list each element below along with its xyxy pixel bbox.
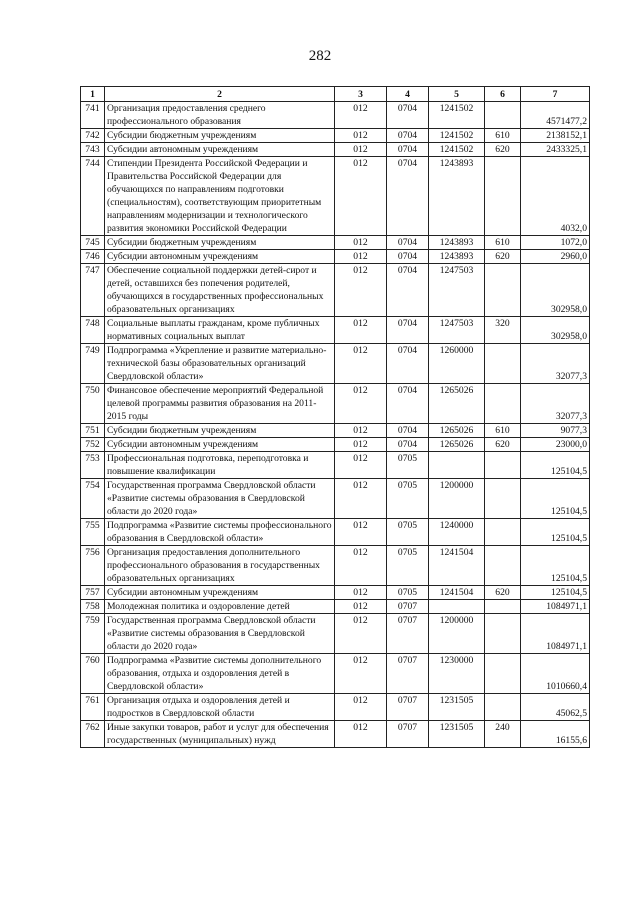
amount-cell: 125104,5 bbox=[521, 546, 590, 586]
expense-type-cell bbox=[485, 344, 521, 384]
section-code-cell: 0704 bbox=[387, 424, 429, 438]
admin-code-cell: 012 bbox=[335, 479, 387, 519]
amount-cell: 32077,3 bbox=[521, 344, 590, 384]
section-code-cell: 0707 bbox=[387, 721, 429, 748]
section-code-cell: 0707 bbox=[387, 600, 429, 614]
amount-cell: 1084971,1 bbox=[521, 614, 590, 654]
target-article-cell: 1243893 bbox=[429, 250, 485, 264]
section-code-cell: 0704 bbox=[387, 236, 429, 250]
expense-type-cell bbox=[485, 694, 521, 721]
expense-type-cell: 620 bbox=[485, 143, 521, 157]
item-name-cell: Стипендии Президента Российской Федерации и Правительства Российской Федерации для обучающихся по направлениям подготовки (специальностям), соответствующим приоритетным направлениям модернизации и технологического развития экономики Российской Федерации bbox=[105, 157, 335, 236]
amount-cell: 125104,5 bbox=[521, 586, 590, 600]
item-name-cell: Молодежная политика и оздоровление детей bbox=[105, 600, 335, 614]
row-number-cell: 743 bbox=[81, 143, 105, 157]
item-name-cell: Организация предоставления дополнительного профессионального образования в государственных образовательных организациях bbox=[105, 546, 335, 586]
expense-type-cell: 620 bbox=[485, 250, 521, 264]
table-row bbox=[81, 344, 590, 384]
expense-type-cell bbox=[485, 384, 521, 424]
admin-code-cell: 012 bbox=[335, 452, 387, 479]
admin-code-cell: 012 bbox=[335, 157, 387, 236]
admin-code-cell: 012 bbox=[335, 721, 387, 748]
section-code-cell: 0704 bbox=[387, 143, 429, 157]
expense-type-cell: 240 bbox=[485, 721, 521, 748]
target-article-cell: 1265026 bbox=[429, 424, 485, 438]
row-number-cell: 741 bbox=[81, 102, 105, 129]
page-number: 282 bbox=[308, 48, 332, 64]
amount-cell: 2960,0 bbox=[521, 250, 590, 264]
target-article-cell: 1241504 bbox=[429, 546, 485, 586]
table-row bbox=[81, 143, 590, 157]
item-name-cell: Субсидии автономным учреждениям bbox=[105, 438, 335, 452]
target-article-cell: 1247503 bbox=[429, 317, 485, 344]
item-name-cell: Субсидии автономным учреждениям bbox=[105, 586, 335, 600]
expense-type-cell: 620 bbox=[485, 586, 521, 600]
item-name-cell: Субсидии автономным учреждениям bbox=[105, 250, 335, 264]
table-row bbox=[81, 586, 590, 600]
row-number-cell: 748 bbox=[81, 317, 105, 344]
item-name-cell: Государственная программа Свердловской области «Развитие системы образования в Свердловской области до 2020 года» bbox=[105, 614, 335, 654]
item-name-cell: Субсидии автономным учреждениям bbox=[105, 143, 335, 157]
target-article-cell: 1240000 bbox=[429, 519, 485, 546]
table-row bbox=[81, 694, 590, 721]
column-header: 4 bbox=[387, 87, 429, 102]
row-number-cell: 762 bbox=[81, 721, 105, 748]
target-article-cell: 1200000 bbox=[429, 479, 485, 519]
expense-type-cell: 610 bbox=[485, 236, 521, 250]
expense-type-cell bbox=[485, 600, 521, 614]
budget-table bbox=[80, 86, 590, 748]
target-article-cell: 1231505 bbox=[429, 694, 485, 721]
section-code-cell: 0704 bbox=[387, 384, 429, 424]
table-row bbox=[81, 264, 590, 317]
amount-cell: 1010660,4 bbox=[521, 654, 590, 694]
section-code-cell: 0704 bbox=[387, 317, 429, 344]
target-article-cell: 1231505 bbox=[429, 721, 485, 748]
target-article-cell: 1265026 bbox=[429, 438, 485, 452]
expense-type-cell bbox=[485, 654, 521, 694]
amount-cell: 45062,5 bbox=[521, 694, 590, 721]
table-row bbox=[81, 654, 590, 694]
item-name-cell: Социальные выплаты гражданам, кроме публичных нормативных социальных выплат bbox=[105, 317, 335, 344]
admin-code-cell: 012 bbox=[335, 694, 387, 721]
table-row bbox=[81, 479, 590, 519]
table-row bbox=[81, 102, 590, 129]
item-name-cell: Организация предоставления среднего профессионального образования bbox=[105, 102, 335, 129]
row-number-cell: 750 bbox=[81, 384, 105, 424]
target-article-cell: 1243893 bbox=[429, 157, 485, 236]
section-code-cell: 0707 bbox=[387, 654, 429, 694]
item-name-cell: Субсидии бюджетным учреждениям bbox=[105, 236, 335, 250]
amount-cell: 9077,3 bbox=[521, 424, 590, 438]
column-header: 2 bbox=[105, 87, 335, 102]
item-name-cell: Субсидии бюджетным учреждениям bbox=[105, 129, 335, 143]
section-code-cell: 0704 bbox=[387, 157, 429, 236]
row-number-cell: 749 bbox=[81, 344, 105, 384]
item-name-cell: Государственная программа Свердловской области «Развитие системы образования в Свердловской области до 2020 года» bbox=[105, 479, 335, 519]
section-code-cell: 0705 bbox=[387, 519, 429, 546]
expense-type-cell: 610 bbox=[485, 424, 521, 438]
section-code-cell: 0704 bbox=[387, 102, 429, 129]
expense-type-cell bbox=[485, 102, 521, 129]
item-name-cell: Финансовое обеспечение мероприятий Федеральной целевой программы развития образования на 2011-2015 годы bbox=[105, 384, 335, 424]
row-number-cell: 751 bbox=[81, 424, 105, 438]
target-article-cell: 1241504 bbox=[429, 586, 485, 600]
admin-code-cell: 012 bbox=[335, 129, 387, 143]
amount-cell: 1072,0 bbox=[521, 236, 590, 250]
table-row bbox=[81, 600, 590, 614]
row-number-cell: 760 bbox=[81, 654, 105, 694]
row-number-cell: 752 bbox=[81, 438, 105, 452]
table-header-row bbox=[81, 87, 590, 102]
admin-code-cell: 012 bbox=[335, 586, 387, 600]
amount-cell: 1084971,1 bbox=[521, 600, 590, 614]
row-number-cell: 758 bbox=[81, 600, 105, 614]
row-number-cell: 742 bbox=[81, 129, 105, 143]
admin-code-cell: 012 bbox=[335, 519, 387, 546]
table-row bbox=[81, 424, 590, 438]
admin-code-cell: 012 bbox=[335, 384, 387, 424]
row-number-cell: 756 bbox=[81, 546, 105, 586]
table-row bbox=[81, 519, 590, 546]
row-number-cell: 746 bbox=[81, 250, 105, 264]
table-row bbox=[81, 452, 590, 479]
table-row bbox=[81, 129, 590, 143]
amount-cell: 16155,6 bbox=[521, 721, 590, 748]
admin-code-cell: 012 bbox=[335, 438, 387, 452]
expense-type-cell bbox=[485, 614, 521, 654]
item-name-cell: Подпрограмма «Развитие системы дополнительного образования, отдыха и оздоровления детей в Свердловской области» bbox=[105, 654, 335, 694]
row-number-cell: 759 bbox=[81, 614, 105, 654]
section-code-cell: 0704 bbox=[387, 264, 429, 317]
admin-code-cell: 012 bbox=[335, 344, 387, 384]
table-row bbox=[81, 317, 590, 344]
item-name-cell: Обеспечение социальной поддержки детей-сирот и детей, оставшихся без попечения родителей, обучающихся в государственных профессиональных образовательных организациях bbox=[105, 264, 335, 317]
admin-code-cell: 012 bbox=[335, 317, 387, 344]
column-header: 6 bbox=[485, 87, 521, 102]
admin-code-cell: 012 bbox=[335, 102, 387, 129]
target-article-cell: 1260000 bbox=[429, 344, 485, 384]
row-number-cell: 754 bbox=[81, 479, 105, 519]
amount-cell: 2138152,1 bbox=[521, 129, 590, 143]
amount-cell: 125104,5 bbox=[521, 479, 590, 519]
table-row bbox=[81, 614, 590, 654]
expense-type-cell bbox=[485, 519, 521, 546]
target-article-cell: 1243893 bbox=[429, 236, 485, 250]
table-row bbox=[81, 250, 590, 264]
row-number-cell: 753 bbox=[81, 452, 105, 479]
admin-code-cell: 012 bbox=[335, 600, 387, 614]
row-number-cell: 744 bbox=[81, 157, 105, 236]
target-article-cell: 1241502 bbox=[429, 143, 485, 157]
amount-cell: 23000,0 bbox=[521, 438, 590, 452]
table-body bbox=[81, 102, 590, 748]
row-number-cell: 747 bbox=[81, 264, 105, 317]
expense-type-cell: 320 bbox=[485, 317, 521, 344]
admin-code-cell: 012 bbox=[335, 236, 387, 250]
section-code-cell: 0704 bbox=[387, 250, 429, 264]
item-name-cell: Иные закупки товаров, работ и услуг для обеспечения государственных (муниципальных) нужд bbox=[105, 721, 335, 748]
expense-type-cell: 610 bbox=[485, 129, 521, 143]
target-article-cell: 1230000 bbox=[429, 654, 485, 694]
table-row bbox=[81, 438, 590, 452]
target-article-cell bbox=[429, 452, 485, 479]
section-code-cell: 0707 bbox=[387, 614, 429, 654]
section-code-cell: 0705 bbox=[387, 546, 429, 586]
amount-cell: 2433325,1 bbox=[521, 143, 590, 157]
expense-type-cell: 620 bbox=[485, 438, 521, 452]
expense-type-cell bbox=[485, 264, 521, 317]
expense-type-cell bbox=[485, 546, 521, 586]
amount-cell: 302958,0 bbox=[521, 264, 590, 317]
section-code-cell: 0707 bbox=[387, 694, 429, 721]
amount-cell: 4571477,2 bbox=[521, 102, 590, 129]
admin-code-cell: 012 bbox=[335, 546, 387, 586]
table-row bbox=[81, 157, 590, 236]
expense-type-cell bbox=[485, 157, 521, 236]
target-article-cell: 1265026 bbox=[429, 384, 485, 424]
section-code-cell: 0705 bbox=[387, 452, 429, 479]
row-number-cell: 745 bbox=[81, 236, 105, 250]
item-name-cell: Подпрограмма «Укрепление и развитие материально-технической базы образовательных организаций Свердловской области» bbox=[105, 344, 335, 384]
expense-type-cell bbox=[485, 452, 521, 479]
section-code-cell: 0705 bbox=[387, 586, 429, 600]
amount-cell: 125104,5 bbox=[521, 519, 590, 546]
row-number-cell: 761 bbox=[81, 694, 105, 721]
column-header: 7 bbox=[521, 87, 590, 102]
target-article-cell: 1241502 bbox=[429, 129, 485, 143]
column-header: 1 bbox=[81, 87, 105, 102]
amount-cell: 302958,0 bbox=[521, 317, 590, 344]
target-article-cell: 1247503 bbox=[429, 264, 485, 317]
admin-code-cell: 012 bbox=[335, 614, 387, 654]
admin-code-cell: 012 bbox=[335, 143, 387, 157]
table-row bbox=[81, 721, 590, 748]
table-row bbox=[81, 236, 590, 250]
admin-code-cell: 012 bbox=[335, 654, 387, 694]
column-header: 5 bbox=[429, 87, 485, 102]
table-row bbox=[81, 384, 590, 424]
amount-cell: 125104,5 bbox=[521, 452, 590, 479]
item-name-cell: Организация отдыха и оздоровления детей и подростков в Свердловской области bbox=[105, 694, 335, 721]
item-name-cell: Профессиональная подготовка, переподготовка и повышение квалификации bbox=[105, 452, 335, 479]
target-article-cell bbox=[429, 600, 485, 614]
row-number-cell: 757 bbox=[81, 586, 105, 600]
section-code-cell: 0704 bbox=[387, 129, 429, 143]
table-row bbox=[81, 546, 590, 586]
section-code-cell: 0704 bbox=[387, 438, 429, 452]
item-name-cell: Подпрограмма «Развитие системы профессионального образования в Свердловской области» bbox=[105, 519, 335, 546]
amount-cell: 32077,3 bbox=[521, 384, 590, 424]
section-code-cell: 0704 bbox=[387, 344, 429, 384]
admin-code-cell: 012 bbox=[335, 264, 387, 317]
amount-cell: 4032,0 bbox=[521, 157, 590, 236]
item-name-cell: Субсидии бюджетным учреждениям bbox=[105, 424, 335, 438]
admin-code-cell: 012 bbox=[335, 250, 387, 264]
section-code-cell: 0705 bbox=[387, 479, 429, 519]
target-article-cell: 1241502 bbox=[429, 102, 485, 129]
target-article-cell: 1200000 bbox=[429, 614, 485, 654]
expense-type-cell bbox=[485, 479, 521, 519]
admin-code-cell: 012 bbox=[335, 424, 387, 438]
column-header: 3 bbox=[335, 87, 387, 102]
row-number-cell: 755 bbox=[81, 519, 105, 546]
